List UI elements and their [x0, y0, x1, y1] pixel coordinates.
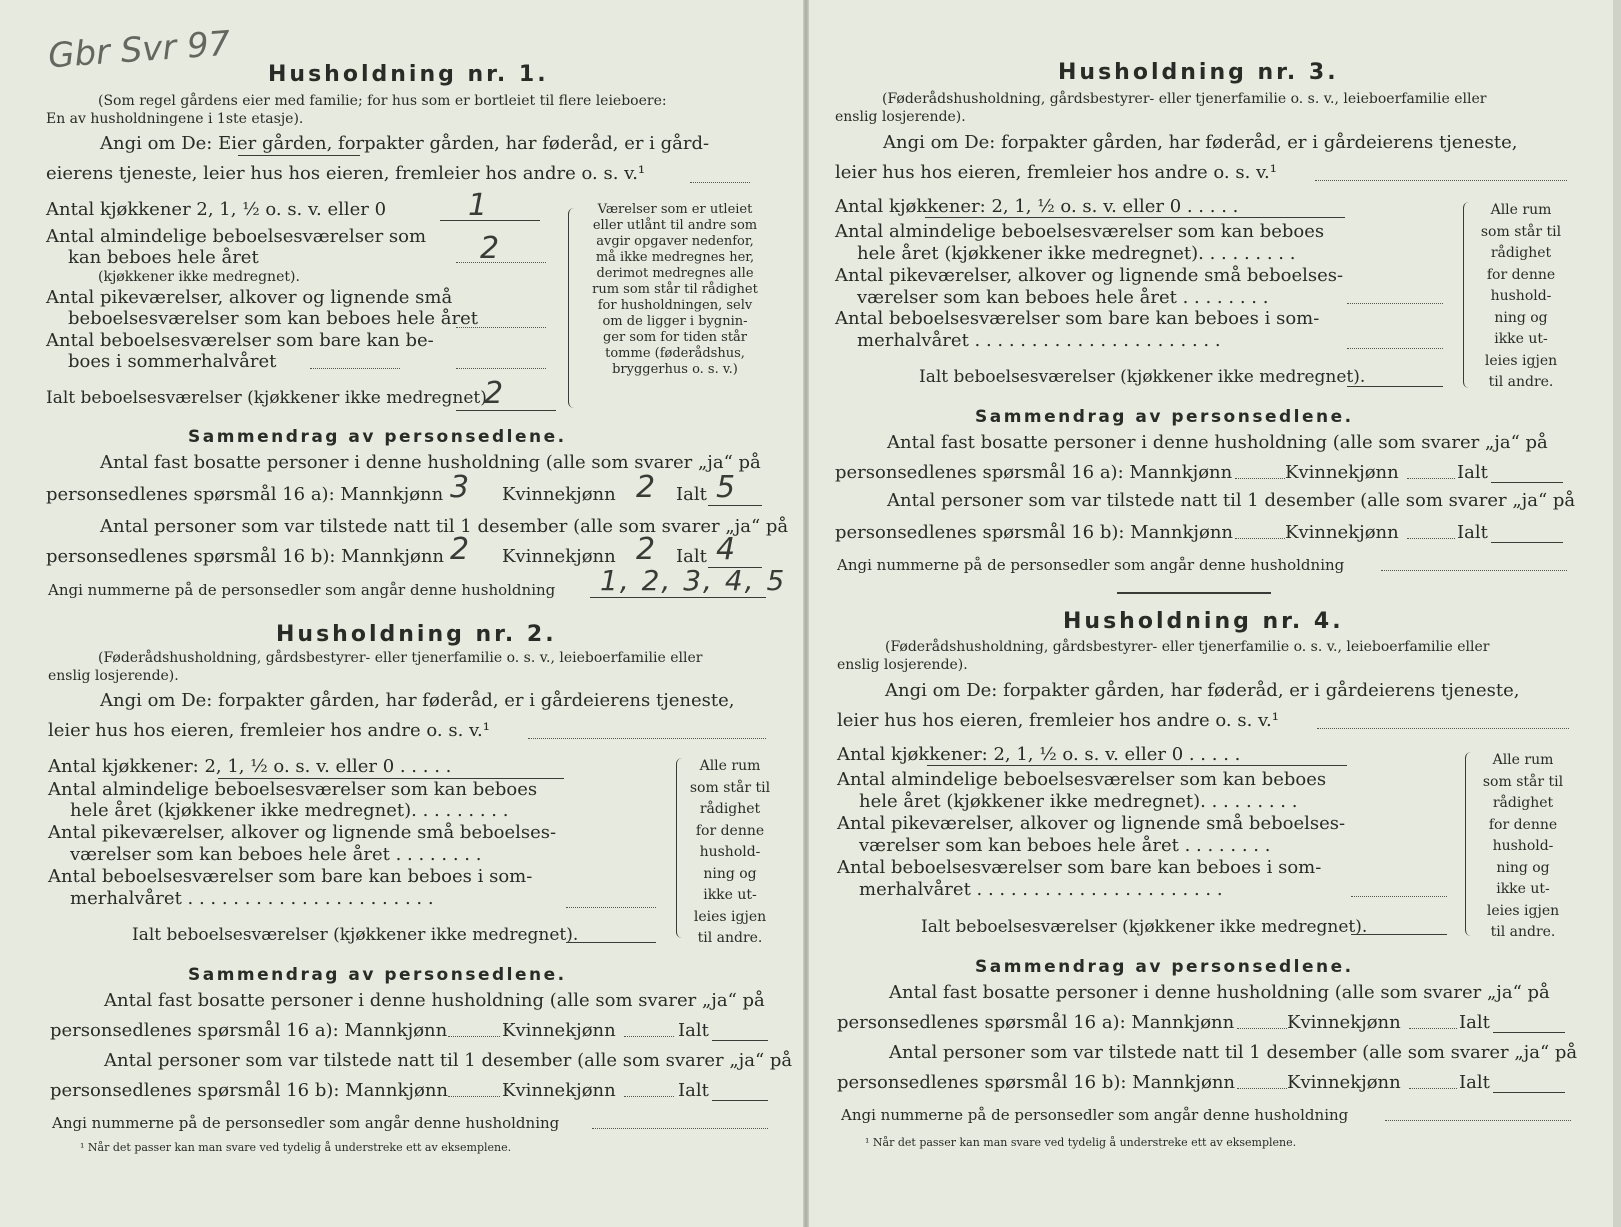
- household-2-fast-line-2: personsedlenes spørsmål 16 a): Mannkjønn: [50, 1020, 448, 1041]
- household-2-tilstede-male-line: [448, 1096, 500, 1097]
- household-3-summer-answer-line: [1347, 348, 1443, 349]
- household-2-tilstede-female-line: [624, 1096, 674, 1097]
- household-4-maid-label-2: værelser som kan beboes hele året . . . . . . . .: [859, 835, 1271, 856]
- rooms-label-3: (kjøkkener ikke medregnet).: [98, 269, 300, 285]
- household-2-intro-line-1: (Føderådshusholdning, gårdsbestyrer- eller tjenerfamilie o. s. v., leieboerfamilie eller: [98, 650, 703, 666]
- tilstede-female-label: Kvinnekjønn: [502, 546, 616, 567]
- note-brace: [568, 208, 577, 408]
- tilstede-total-label: Ialt: [676, 546, 707, 567]
- household-4-tilstede-line-2: personsedlenes spørsmål 16 b): Mannkjønn: [837, 1072, 1236, 1093]
- fast-male-value: 3: [450, 470, 470, 505]
- household-2-rooms-label-1: Antal almindelige beboelsesværelser som kan beboes: [48, 779, 538, 800]
- household-3-intro-line-1: (Føderådshusholdning, gårdsbestyrer- eller tjenerfamilie o. s. v., leieboerfamilie eller: [882, 91, 1487, 107]
- kitchens-answer-line: [440, 220, 540, 221]
- kitchens-value: 1: [468, 188, 488, 223]
- household-3-summer-label-2: merhalvåret . . . . . . . . . . . . . . . . . . . . . .: [857, 330, 1221, 351]
- household-2-fast-total-label: Ialt: [678, 1020, 709, 1041]
- household-4-nummer-label: Angi nummerne på de personsedler som angår denne husholdning: [841, 1106, 1349, 1124]
- fast-female-label: Kvinnekjønn: [502, 484, 616, 505]
- eier-underline: [238, 155, 360, 156]
- household-4-tilstede-female-line: [1409, 1088, 1457, 1089]
- household-4-note: Alle rum som står til rådighet for denne hushold- ning og ikke ut- leies igjen til andre.: [1482, 752, 1564, 940]
- household-4-tilstede-female-label: Kvinnekjønn: [1287, 1072, 1401, 1093]
- household-4-angi-answer-line: [1317, 728, 1569, 729]
- household-4-tilstede-total-label: Ialt: [1459, 1072, 1490, 1093]
- household-3-fast-line-1: Antal fast bosatte personer i denne husholdning (alle som svarer „ja“ på: [887, 432, 1548, 453]
- household-4-title: Husholdning nr. 4.: [1063, 609, 1344, 634]
- household-3-summer-label-1: Antal beboelsesværelser som bare kan beboes i som-: [835, 308, 1320, 329]
- household-3-summary-title: Sammendrag av personsedlene.: [975, 407, 1354, 427]
- left-page: [0, 0, 805, 1227]
- kitchens-label: Antal kjøkkener 2, 1, ½ o. s. v. eller 0: [46, 199, 387, 220]
- household-4-summary-title: Sammendrag av personsedlene.: [975, 957, 1354, 977]
- household-4-fast-total-line: [1493, 1032, 1565, 1033]
- household-1-tilstede-line-1: Antal personer som var tilstede natt til 1 desember (alle som svarer „ja“ på: [100, 516, 789, 537]
- right-page: [807, 0, 1621, 1227]
- household-3-note-brace: [1463, 202, 1472, 388]
- household-1-intro-line-1: (Som regel gårdens eier med familie; for hus som er bortleiet til flere leieboere:: [98, 93, 667, 109]
- household-2-fast-female-label: Kvinnekjønn: [502, 1020, 616, 1041]
- section-divider: [1117, 592, 1271, 594]
- household-2-kitchens-label: Antal kjøkkener: 2, 1, ½ o. s. v. eller 0 . . . . .: [48, 756, 452, 777]
- summer-rooms-label-1: Antal beboelsesværelser som bare kan be-: [46, 330, 434, 351]
- household-4-rooms-label-2: hele året (kjøkkener ikke medregnet). . . . . . . . .: [859, 791, 1298, 812]
- household-1-title: Husholdning nr. 1.: [268, 62, 549, 87]
- pencil-annotation: Gbr Svr 97: [46, 23, 232, 77]
- household-3-title: Husholdning nr. 3.: [1058, 60, 1339, 85]
- household-4-summer-answer-line: [1351, 896, 1447, 897]
- summer-rooms-answer-line: [456, 368, 546, 369]
- household-2-summary-title: Sammendrag av personsedlene.: [188, 965, 567, 985]
- fast-female-value: 2: [636, 470, 656, 505]
- household-2-angi-line-2: leier hus hos eieren, fremleier hos andre o. s. v.¹: [48, 720, 490, 741]
- rooms-label-2: kan beboes hele året: [68, 247, 259, 268]
- total-rooms-value: 2: [484, 376, 504, 411]
- household-2-tilstede-female-label: Kvinnekjønn: [502, 1080, 616, 1101]
- angi-answer-line: [690, 182, 750, 183]
- household-4-fast-male-line: [1237, 1028, 1287, 1029]
- total-rooms-label: Ialt beboelsesværelser (kjøkkener ikke medregnet).: [46, 388, 493, 408]
- household-3-rooms-label-2: hele året (kjøkkener ikke medregnet). . . . . . . . .: [857, 243, 1296, 264]
- household-3-angi-line-1: Angi om De: forpakter gården, har føderåd, er i gårdeierens tjeneste,: [883, 132, 1518, 153]
- household-1-nummer-label: Angi nummerne på de personsedler som angår denne husholdning: [48, 581, 556, 599]
- household-2-angi-answer-line: [528, 738, 766, 739]
- household-2-total-answer-line: [566, 942, 656, 943]
- household-2-fast-line-1: Antal fast bosatte personer i denne husholdning (alle som svarer „ja“ på: [104, 990, 765, 1011]
- household-4-fast-total-label: Ialt: [1459, 1012, 1490, 1033]
- household-4-nummer-line: [1385, 1120, 1571, 1121]
- household-4-intro-line-2: enslig losjerende).: [837, 657, 968, 673]
- household-2-title: Husholdning nr. 2.: [276, 622, 557, 647]
- household-1-summary-title: Sammendrag av personsedlene.: [188, 427, 567, 447]
- rooms-answer-line: [456, 262, 546, 263]
- household-3-tilstede-total-line: [1491, 542, 1563, 543]
- nummer-value: 1, 2, 3, 4, 5: [600, 564, 787, 597]
- household-2-fast-female-line: [624, 1036, 674, 1037]
- household-2-summer-label-1: Antal beboelsesværelser som bare kan beboes i som-: [48, 866, 533, 887]
- maid-rooms-label-1: Antal pikeværelser, alkover og lignende små: [46, 287, 453, 308]
- total-rooms-answer-line: [456, 410, 556, 411]
- household-3-total-answer-line: [1347, 386, 1443, 387]
- tilstede-total-value: 4: [716, 532, 736, 567]
- household-3-intro-line-2: enslig losjerende).: [835, 109, 966, 125]
- household-3-fast-line-2: personsedlenes spørsmål 16 a): Mannkjønn: [835, 462, 1233, 483]
- household-3-tilstede-female-label: Kvinnekjønn: [1285, 522, 1399, 543]
- household-3-kitchens-underline: [925, 217, 1345, 218]
- household-3-fast-female-line: [1407, 478, 1455, 479]
- household-2-summer-answer-line: [566, 907, 656, 908]
- footnote-right: ¹ Når det passer kan man svare ved tydelig å understreke ett av eksemplene.: [865, 1136, 1297, 1149]
- rooms-value: 2: [480, 231, 500, 266]
- household-3-nummer-label: Angi nummerne på de personsedler som angår denne husholdning: [837, 556, 1345, 574]
- household-1-fast-line-2: personsedlenes spørsmål 16 a): Mannkjønn: [46, 484, 444, 505]
- tilstede-male-value: 2: [450, 532, 470, 567]
- household-3-tilstede-total-label: Ialt: [1457, 522, 1488, 543]
- household-2-tilstede-line-1: Antal personer som var tilstede natt til 1 desember (alle som svarer „ja“ på: [104, 1050, 793, 1071]
- household-3-fast-male-line: [1235, 478, 1285, 479]
- household-2-tilstede-total-line: [712, 1100, 768, 1101]
- household-4-kitchens-underline: [927, 765, 1347, 766]
- household-3-tilstede-male-line: [1235, 538, 1285, 539]
- fast-total-line: [708, 505, 762, 506]
- household-2-maid-label-2: værelser som kan beboes hele året . . . . . . . .: [70, 844, 482, 865]
- household-1-angi-line-1: Angi om De: Eier gården, forpakter gården, har føderåd, er i gård-: [100, 133, 710, 154]
- household-4-angi-line-1: Angi om De: forpakter gården, har føderåd, er i gårdeierens tjeneste,: [885, 680, 1520, 701]
- tilstede-female-value: 2: [636, 532, 656, 567]
- household-3-maid-label-1: Antal pikeværelser, alkover og lignende små beboelses-: [835, 265, 1344, 286]
- household-4-fast-female-label: Kvinnekjønn: [1287, 1012, 1401, 1033]
- household-4-total-label: Ialt beboelsesværelser (kjøkkener ikke medregnet).: [921, 917, 1368, 937]
- household-1-fast-line-1: Antal fast bosatte personer i denne husholdning (alle som svarer „ja“ på: [100, 452, 761, 473]
- fast-total-value: 5: [716, 470, 736, 505]
- household-3-total-label: Ialt beboelsesværelser (kjøkkener ikke medregnet).: [919, 367, 1366, 387]
- household-2-intro-line-2: enslig losjerende).: [48, 668, 179, 684]
- household-2-summer-label-2: merhalvåret . . . . . . . . . . . . . . . . . . . . . .: [70, 888, 434, 909]
- household-4-intro-line-1: (Føderådshusholdning, gårdsbestyrer- eller tjenerfamilie o. s. v., leieboerfamilie eller: [885, 639, 1490, 655]
- household-2-maid-label-1: Antal pikeværelser, alkover og lignende små beboelses-: [48, 822, 557, 843]
- household-4-fast-line-1: Antal fast bosatte personer i denne husholdning (alle som svarer „ja“ på: [889, 982, 1550, 1003]
- household-3-fast-total-label: Ialt: [1457, 462, 1488, 483]
- household-2-rooms-label-2: hele året (kjøkkener ikke medregnet). . . . . . . . .: [70, 800, 509, 821]
- household-2-fast-male-line: [448, 1036, 500, 1037]
- household-2-total-label: Ialt beboelsesværelser (kjøkkener ikke medregnet).: [132, 925, 579, 945]
- fast-total-label: Ialt: [676, 484, 707, 505]
- household-3-maid-answer-line: [1347, 303, 1443, 304]
- maid-rooms-answer-line: [456, 327, 546, 328]
- household-1-note: Værelser som er utleiet eller utlånt til andre som avgir opgaver nedenfor, må ikke medregnes her, derimot medregnes alle rum som står til rådighet for husholdningen, selv om de ligger i bygnin- ger som for tiden står tomme (føderådshus, bryggerhus o. s. v.): [592, 202, 758, 377]
- household-4-summer-label-1: Antal beboelsesværelser som bare kan beboes i som-: [837, 857, 1322, 878]
- household-2-nummer-label: Angi nummerne på de personsedler som angår denne husholdning: [52, 1114, 560, 1132]
- household-3-angi-line-2: leier hus hos eieren, fremleier hos andre o. s. v.¹: [835, 162, 1277, 183]
- household-2-note: Alle rum som står til rådighet for denne hushold- ning og ikke ut- leies igjen til andre.: [689, 758, 771, 946]
- household-3-tilstede-line-1: Antal personer som var tilstede natt til 1 desember (alle som svarer „ja“ på: [887, 490, 1576, 511]
- household-3-kitchens-label: Antal kjøkkener: 2, 1, ½ o. s. v. eller 0 . . . . .: [835, 196, 1239, 217]
- household-3-maid-label-2: værelser som kan beboes hele året . . . . . . . .: [857, 287, 1269, 308]
- household-3-angi-answer-line: [1315, 180, 1567, 181]
- household-2-tilstede-line-2: personsedlenes spørsmål 16 b): Mannkjønn: [50, 1080, 449, 1101]
- footnote-left: ¹ Når det passer kan man svare ved tydelig å understreke ett av eksemplene.: [80, 1141, 512, 1154]
- household-1-angi-line-2: eierens tjeneste, leier hus hos eieren, fremleier hos andre o. s. v.¹: [46, 163, 646, 184]
- summer-rooms-label-2: boes i sommerhalvåret: [68, 351, 277, 372]
- household-3-note: Alle rum som står til rådighet for denne hushold- ning og ikke ut- leies igjen til andre.: [1480, 202, 1562, 390]
- household-4-rooms-label-1: Antal almindelige beboelsesværelser som kan beboes: [837, 769, 1327, 790]
- household-4-tilstede-total-line: [1493, 1092, 1565, 1093]
- household-4-angi-line-2: leier hus hos eieren, fremleier hos andre o. s. v.¹: [837, 710, 1279, 731]
- page-edge: [1613, 0, 1621, 1227]
- nummer-answer-line: [590, 597, 766, 598]
- household-4-tilstede-male-line: [1237, 1088, 1287, 1089]
- household-2-note-brace: [676, 758, 685, 938]
- household-4-total-answer-line: [1351, 934, 1447, 935]
- household-4-kitchens-label: Antal kjøkkener: 2, 1, ½ o. s. v. eller 0 . . . . .: [837, 744, 1241, 765]
- household-4-maid-label-1: Antal pikeværelser, alkover og lignende små beboelses-: [837, 813, 1346, 834]
- household-4-fast-line-2: personsedlenes spørsmål 16 a): Mannkjønn: [837, 1012, 1235, 1033]
- household-3-tilstede-female-line: [1407, 538, 1455, 539]
- maid-rooms-label-2: beboelsesværelser som kan beboes hele året: [68, 308, 478, 329]
- household-4-tilstede-line-1: Antal personer som var tilstede natt til 1 desember (alle som svarer „ja“ på: [889, 1042, 1578, 1063]
- household-3-fast-total-line: [1491, 482, 1563, 483]
- household-2-tilstede-total-label: Ialt: [678, 1080, 709, 1101]
- household-4-fast-female-line: [1409, 1028, 1457, 1029]
- household-1-intro-line-2: En av husholdningene i 1ste etasje).: [46, 111, 304, 127]
- household-4-summer-label-2: merhalvåret . . . . . . . . . . . . . . . . . . . . . .: [859, 879, 1223, 900]
- household-2-angi-line-1: Angi om De: forpakter gården, har føderåd, er i gårdeierens tjeneste,: [100, 690, 735, 711]
- household-3-nummer-line: [1381, 570, 1567, 571]
- household-3-rooms-label-1: Antal almindelige beboelsesværelser som kan beboes: [835, 221, 1325, 242]
- household-4-note-brace: [1465, 752, 1474, 936]
- household-2-fast-total-line: [712, 1040, 768, 1041]
- summer-rooms-leader-dots: [310, 368, 400, 369]
- rooms-label-1: Antal almindelige beboelsesværelser som: [46, 226, 427, 247]
- household-3-fast-female-label: Kvinnekjønn: [1285, 462, 1399, 483]
- household-2-nummer-line: [592, 1128, 768, 1129]
- household-1-tilstede-line-2: personsedlenes spørsmål 16 b): Mannkjønn: [46, 546, 445, 567]
- household-3-tilstede-line-2: personsedlenes spørsmål 16 b): Mannkjønn: [835, 522, 1234, 543]
